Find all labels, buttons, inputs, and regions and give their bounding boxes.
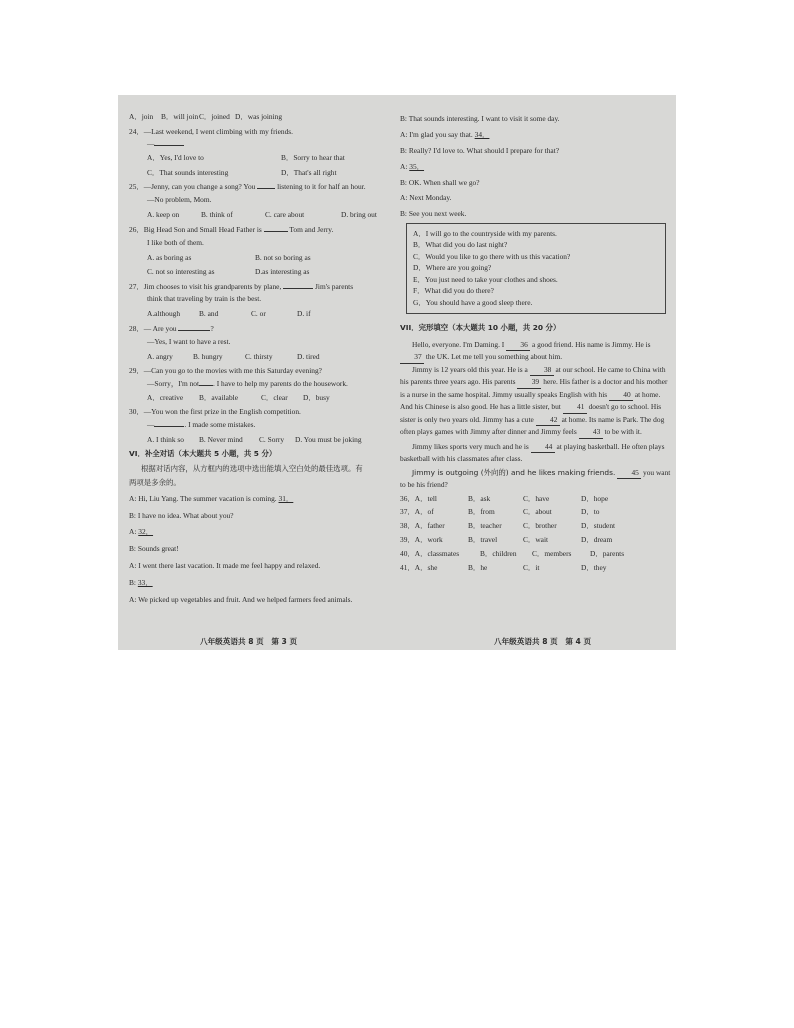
q27-line2: think that traveling by train is the best.	[147, 294, 262, 304]
q28-stem: 28．— Are you ?	[129, 324, 214, 334]
q27-option-c: C. or	[251, 309, 266, 319]
q26-line2: I like both of them.	[147, 237, 204, 247]
q26-stem: 26．Big Head Son and Small Head Father is Tom and Jerry.	[129, 225, 334, 234]
q24-stem: 24．—Last weekend, I went climbing with my friends.	[129, 126, 293, 136]
box-option-b: B．What did you do last night?	[413, 240, 508, 250]
section6-instruction-1: 根据对话内容，从方框内的选项中选出能填入空白处的最佳选项。有	[141, 463, 363, 473]
box-option-a: A．I will go to the countryside with my parents.	[413, 228, 557, 238]
cloze-paragraph-1: Hello, everyone. I'm Daming. I 36 a good friend. His name is Jimmy. He is 37 the UK. Let me tell you something about him.	[400, 339, 672, 364]
section6-title: VI．补全对话（本大题共 5 小题，共 5 分）	[129, 449, 277, 458]
q25-option-b: B. think of	[201, 210, 233, 220]
q30-option-c: C. Sorry	[259, 435, 285, 445]
dialog-line-6: B: 33．	[129, 578, 153, 587]
q39-option-d: D．dream	[581, 535, 613, 545]
dialog-line-12: B: OK. When shall we go?	[400, 177, 480, 187]
box-option-d: D．Where are you going?	[413, 263, 492, 273]
q36-option-b: B．ask	[468, 493, 491, 503]
options-box	[406, 223, 666, 314]
q27-option-b: B. and	[199, 309, 219, 319]
q41-option-b: B．he	[468, 562, 488, 572]
cloze-paragraph-3: Jimmy likes sports very much and he is 44 at playing basketball. He often plays basketball with his classmates after class.	[400, 441, 665, 464]
q28-line2: —Yes, I want to have a rest.	[147, 337, 231, 346]
q37-option-a: 37．A．of	[400, 507, 434, 517]
q29-stem: 29．—Can you go to the movies with me this Saturday evening?	[129, 365, 322, 375]
q36-option-c: C．have	[523, 493, 550, 503]
q29-option-b: B．available	[199, 392, 238, 402]
cloze-options-40	[400, 550, 672, 559]
q39-option-b: B．travel	[468, 535, 498, 545]
cloze-paragraph-2: Jimmy is 12 years old this year. He is a 38 at our school. He came to China with his parents three years ago. His parents 39 here. His father is a doctor and his mother is a nurse in the same hospital. Jimmy usually speaks English with his 40 at home. And his Chinese is also good. He has a little sister, but 41 doesn't go to school. His sister is only two years old. Jimmy has a cute 42 at home. Its name is Park. The dog often plays games with Jimmy after dinner and Jimmy feels 43 to be with it.	[400, 364, 672, 439]
section7-title: VII．完形填空（本大题共 10 小题，共 20 分）	[400, 323, 561, 332]
q28-option-b: B. hungry	[193, 351, 223, 361]
q38-option-b: B．teacher	[468, 521, 502, 531]
q30-line2: — . I made some mistakes.	[147, 420, 256, 430]
q25-options	[129, 211, 394, 220]
q41-option-a: 41．A．she	[400, 562, 438, 572]
q27-stem: 27．Jim chooses to visit his grandparents by plane, Jim's parents	[129, 281, 354, 291]
left-column	[129, 113, 394, 605]
q23-option-a: A．join	[129, 112, 154, 121]
q37-option-b: B．from	[468, 507, 495, 517]
q24-options-row2	[129, 169, 394, 178]
q26-option-c: C. not so interesting as	[147, 266, 215, 276]
q40-option-a: 40．A．classmates	[400, 549, 460, 558]
q27-options	[129, 310, 394, 319]
q25-stem: 25．—Jenny, can you change a song? You listening to it for half an hour.	[129, 182, 366, 192]
box-option-g: G．You should have a good sleep there.	[413, 297, 533, 307]
cloze-options-37	[400, 508, 672, 517]
box-option-e: E．You just need to take your clothes and shoes.	[413, 274, 558, 284]
box-option-f: F．What did you do there?	[413, 286, 494, 296]
q27-option-d: D. if	[297, 309, 311, 319]
q38-option-c: C．brother	[523, 521, 557, 531]
q26-options-row1	[129, 254, 394, 263]
right-column	[400, 115, 672, 573]
q26-option-a: A. as boring as	[147, 252, 192, 262]
q23-options	[129, 113, 394, 122]
q36-option-d: D．hope	[581, 493, 609, 503]
dialog-line-3: A: 32．	[129, 527, 154, 537]
q39-option-a: 39．A．work	[400, 535, 443, 545]
cloze-options-41	[400, 564, 672, 573]
dialog-line-8: B: That sounds interesting. I want to visit it some day.	[400, 114, 560, 123]
q29-line2: —Sorry，I'm not . I have to help my parents do the housework.	[147, 378, 348, 388]
dialog-line-14: B: See you next week.	[400, 209, 467, 219]
section6-instruction-2: 两项是多余的。	[129, 477, 181, 487]
cloze-paragraph-4: Jimmy is outgoing (外向的) and he likes making friends. 45 you want to be his friend?	[400, 467, 671, 490]
q23-option-b: B．will join	[161, 112, 199, 121]
q41-option-c: C．it	[523, 562, 540, 572]
dialog-line-4: B: Sounds great!	[129, 544, 179, 554]
q36-option-a: 36．A．tell	[400, 493, 437, 503]
dialog-line-7: A: We picked up vegetables and fruit. And we helped farmers feed animals.	[129, 594, 353, 604]
q25-option-d: D. bring out	[341, 210, 377, 220]
q26-option-b: B. not so boring as	[255, 252, 311, 262]
q26-options-row2	[129, 268, 394, 277]
q24-option-c: C．That sounds interesting	[147, 167, 229, 177]
dialog-line-10: B: Really? I'd love to. What should I prepare for that?	[400, 145, 560, 155]
q24-option-a: A．Yes, I'd love to	[147, 152, 204, 162]
cloze-options-38	[400, 522, 672, 531]
dialog-line-5: A: I went there last vacation. It made me feel happy and relaxed.	[129, 561, 321, 571]
q30-option-b: B. Never mind	[199, 435, 243, 445]
q41-option-d: D．they	[581, 562, 607, 572]
q40-option-c: C．members	[532, 549, 572, 558]
dialog-line-11: A: 35．	[400, 161, 425, 171]
q28-option-c: C. thirsty	[245, 351, 273, 361]
q29-option-d: D．busy	[303, 392, 330, 402]
q30-options	[129, 436, 394, 445]
q39-option-c: C．wait	[523, 535, 549, 545]
exam-sheet-photo	[118, 95, 676, 650]
q29-options	[129, 394, 394, 403]
page-footer-right: 八年级英语共 8 页 第 4 页	[494, 637, 592, 646]
dialog-line-1: A: Hi, Liu Yang. The summer vacation is coming. 31．	[129, 493, 294, 503]
q26-option-d: D.as interesting as	[255, 266, 310, 276]
q30-stem: 30．—You won the first prize in the English competition.	[129, 407, 301, 417]
q24-line2: —	[129, 140, 394, 149]
cloze-options-39	[400, 536, 672, 545]
q29-option-a: A．creative	[147, 392, 184, 402]
q28-options	[129, 353, 394, 362]
q24-options-row1	[129, 154, 394, 163]
q28-option-d: D. tired	[297, 351, 320, 361]
q30-option-a: A. I think so	[147, 435, 184, 445]
q23-option-c: C．joined	[199, 112, 230, 121]
q38-option-d: D．student	[581, 521, 616, 531]
page-footer-left: 八年级英语共 8 页 第 3 页	[200, 637, 298, 646]
q28-option-a: A. angry	[147, 351, 173, 361]
q29-option-c: C．clear	[261, 392, 288, 402]
q25-option-a: A. keep on	[147, 210, 180, 220]
dialog-line-9: A: I'm glad you say that. 34．	[400, 129, 490, 139]
dialog-line-13: A: Next Monday.	[400, 193, 452, 203]
cloze-options-36	[400, 495, 672, 504]
q24-option-b: B．Sorry to hear that	[281, 152, 345, 162]
dialog-line-2: B: I have no idea. What about you?	[129, 510, 234, 520]
q37-option-c: C．about	[523, 507, 552, 517]
q24-option-d: D．That's all right	[281, 167, 337, 177]
q30-option-d: D. You must be joking	[295, 435, 362, 445]
q27-option-a: A.although	[147, 309, 181, 319]
q40-option-b: B．children	[480, 549, 517, 558]
q37-option-d: D．to	[581, 507, 600, 517]
q38-option-a: 38．A．father	[400, 521, 445, 531]
q25-option-c: C. care about	[265, 210, 305, 220]
box-option-c: C．Would you like to go there with us this vacation?	[413, 251, 571, 261]
q23-option-d: D．was joining	[235, 112, 283, 121]
q25-line2: —No problem, Mom.	[147, 195, 212, 205]
q40-option-d: D．parents	[590, 549, 625, 558]
